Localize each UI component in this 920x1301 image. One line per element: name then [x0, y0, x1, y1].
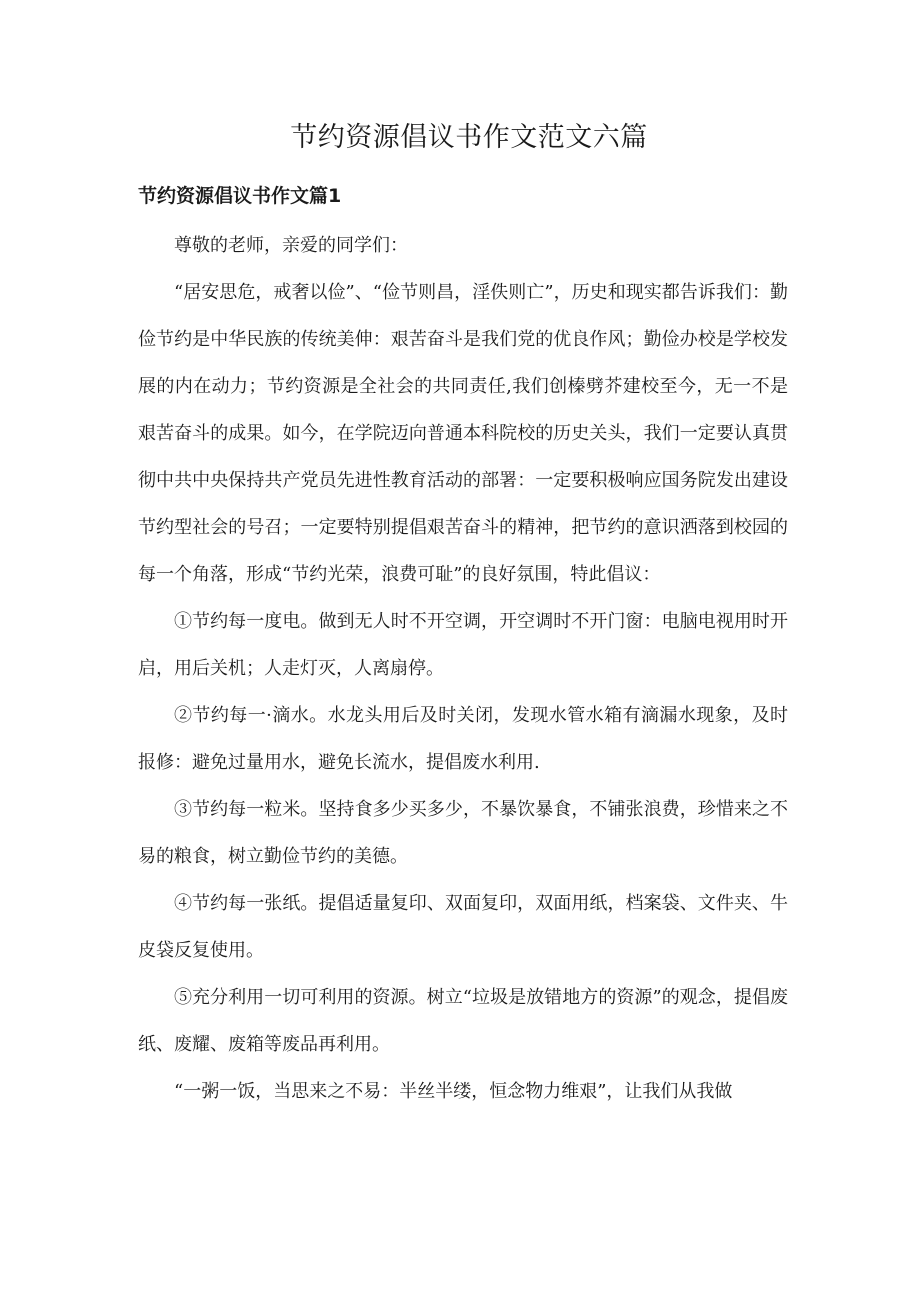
paragraph-item-paper: ④节约每一张纸。提倡适量复印、双面复印，双面用纸，档案袋、文件夹、牛皮袋反复使用。	[138, 893, 788, 961]
paragraph-item-water: ②节约每一·滴水。水龙头用后及时关闭，发现水管水箱有滴漏水现象，及时报修：避免过量用水，避免长流水，提倡废水利用.	[138, 705, 788, 773]
paragraph-item-electricity: ①节约每一度电。做到无人时不开空调，开空调时不开门窗：电脑电视用时开启，用后关机；人走灯灭，人离扇停。	[138, 611, 788, 679]
paragraph-closing: “一粥一饭，当思来之不易：半丝半缕，恒念物力维艰”，让我们从我做	[174, 1081, 733, 1102]
document-title: 节约资源倡议书作文范文六篇	[290, 122, 648, 153]
paragraph-item-recycle: ⑤充分利用一切可利用的资源。树立“垃圾是放错地方的资源”的观念，提倡废纸、废耀、废箱等废品再利用。	[138, 987, 788, 1055]
paragraph-item-rice: ③节约每一粒米。坚持食多少买多少，不暴饮暴食，不铺张浪费，珍惜来之不易的粮食，树立勤俭节约的美德。	[138, 799, 788, 867]
paragraph-intro: “居安思危，戒奢以俭”、“俭节则昌，淫佚则亡”，历史和现实都告诉我们：勤俭节约是中华民族的传统美伸：艰苦奋斗是我们党的优良作风；勤俭办校是学校发展的内在动力；节约资源是全社会的共同责任,我们创榛劈芥建校至今，无一不是艰苦奋斗的成果。如今，在学院迈向普通本科院校的历史关头，我们一定要认真贯彻中共中央保持共产党员先进性教育活动的部署：一定要积极响应国务院发出建设节约型社会的号召；一定要特别提倡艰苦奋斗的精神，把节约的意识洒落到校园的每一个角落，形成“节约光荣，浪费可耻”的良好氛围，特此倡议：	[138, 282, 788, 585]
paragraph-greeting: 尊敬的老师，亲爱的同学们：	[174, 235, 408, 256]
section-heading: 节约资源倡议书作文篇1	[138, 185, 342, 207]
